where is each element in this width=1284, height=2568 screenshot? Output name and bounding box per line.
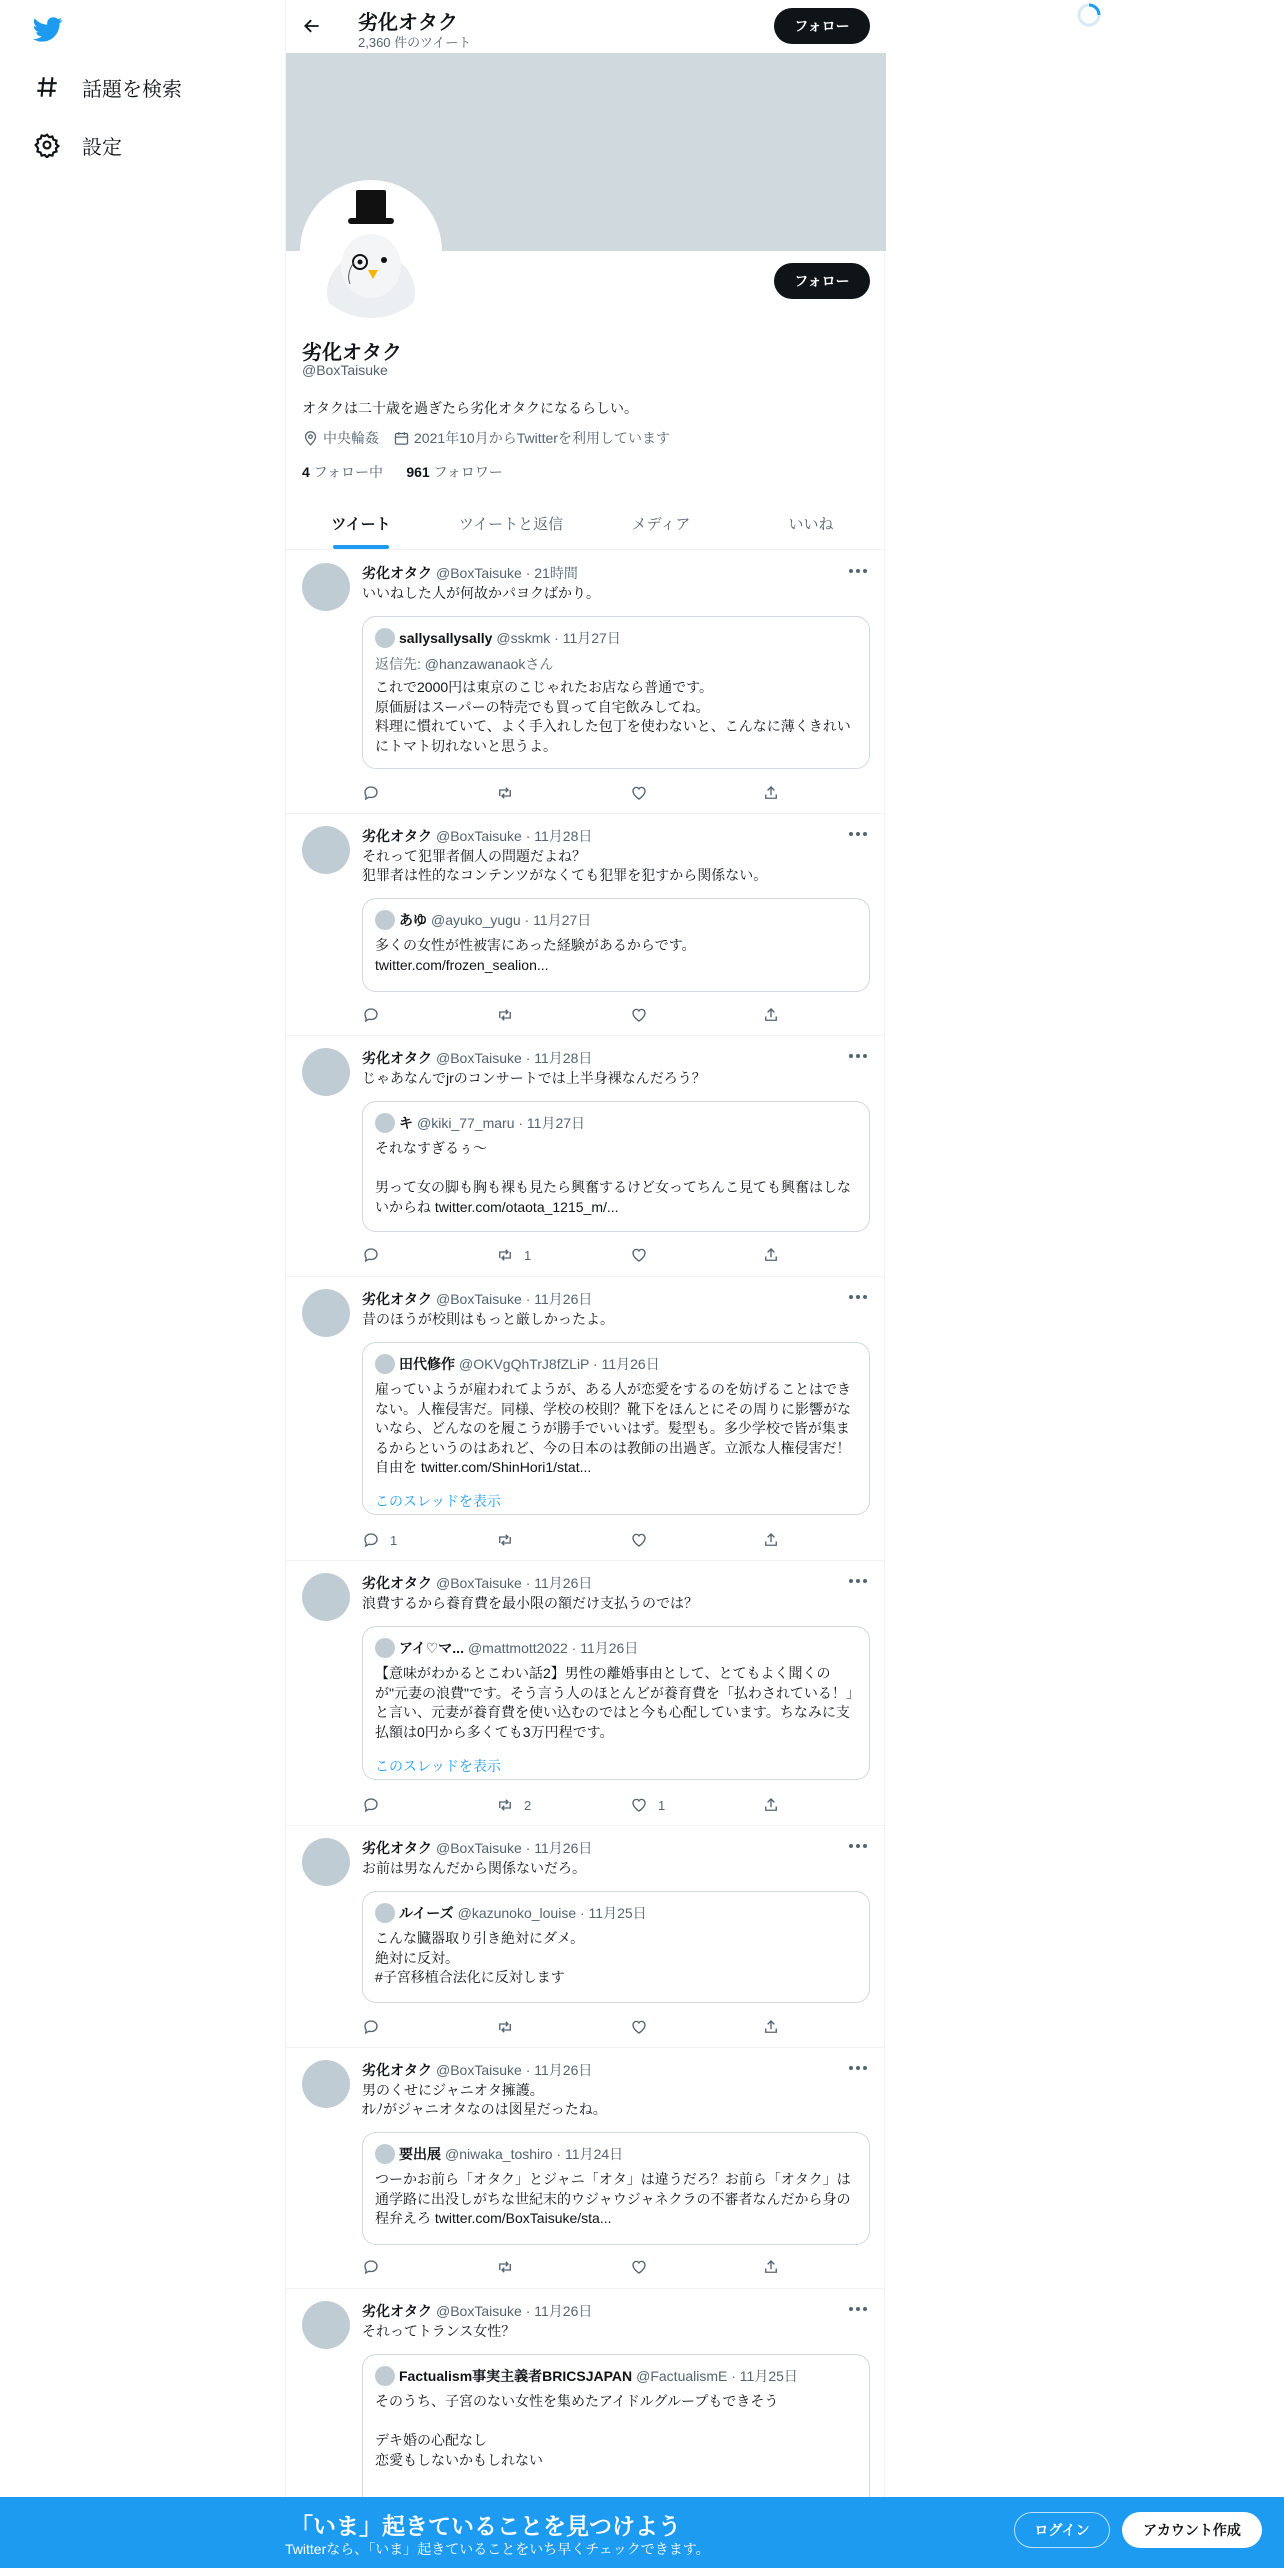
calendar-icon — [393, 430, 410, 447]
retweet-icon — [496, 2018, 514, 2036]
retweet-button[interactable] — [496, 2018, 524, 2036]
reply-icon — [362, 1531, 380, 1549]
quoted-author-name: sallysallysally — [399, 630, 493, 646]
retweet-button[interactable] — [496, 2258, 524, 2276]
followers-count: 961 — [406, 464, 430, 480]
tweet-author-name[interactable]: 劣化オタク — [362, 1291, 432, 1307]
followers-label: フォロワー — [433, 464, 503, 480]
tweet-meta: @BoxTaisuke · 11月26日 — [436, 1575, 593, 1591]
tweet-author-name[interactable]: 劣化オタク — [362, 1575, 432, 1591]
tweet-text: 男のくせにジャニオタ擁護。 ｵﾚﾉがジャニオタなのは図星だったね。 — [362, 2082, 607, 2117]
header-tweet-count: 2,360 件のツイート — [358, 35, 472, 50]
like-button[interactable] — [630, 784, 658, 802]
quoted-tweet-meta: @niwaka_toshiro · 11月24日 — [445, 2146, 624, 2162]
quoted-tweet-header — [375, 2366, 798, 2386]
share-icon — [762, 2258, 780, 2276]
quoted-tweet[interactable] — [362, 2354, 870, 2514]
signup-prompt-title: 「いま」起きていることを見つけよう — [290, 2513, 681, 2539]
profile-bio: オタクは二十歳を過ぎたら劣化オタクになるらしい。 — [302, 400, 638, 416]
avatar — [375, 910, 395, 930]
sidebar-item-label: 話題を検索 — [82, 78, 182, 101]
tweet-text: いいねした人が何故かパヨクばかり。 — [362, 585, 600, 601]
quoted-tweet-header — [375, 2144, 623, 2164]
back-button[interactable] — [294, 8, 330, 44]
tweet-meta: @BoxTaisuke · 11月26日 — [436, 2062, 593, 2078]
heart-icon — [630, 1006, 648, 1024]
like-count: 1 — [658, 1797, 666, 1813]
heart-icon — [630, 1796, 648, 1814]
quoted-tweet-meta: @FactualismE · 11月25日 — [636, 2368, 798, 2384]
profile-avatar[interactable] — [300, 180, 442, 322]
reply-icon — [362, 1796, 380, 1814]
header-profile-name: 劣化オタク — [358, 12, 458, 34]
tweet-author-name[interactable]: 劣化オタク — [362, 828, 432, 844]
quoted-tweet-header — [375, 1113, 585, 1133]
profile-meta — [302, 428, 684, 448]
quoted-tweet-header — [375, 628, 621, 648]
quoted-tweet-text: 雇っていようが雇われてようが、ある人が恋愛をするのを妨げることはできない。人権侵害だ。同様、学校の校則？靴下をほんとにその周りに影響がないなら、どんなのを履こうが勝手でいいはず。髪型も。多少学校で皆が集まるからというのはあれど、今の日本のは教師の出過ぎ。立派な人権侵害だ！自由を twitter.com/ShinHori1/stat... — [375, 1381, 851, 1475]
avatar[interactable] — [302, 563, 350, 611]
more-options-icon[interactable] — [846, 1836, 870, 1856]
avatar — [375, 1638, 395, 1658]
share-icon — [762, 1796, 780, 1814]
reply-button[interactable] — [362, 1246, 390, 1264]
quoted-tweet-meta: @OKVgQhTrJ8fZLiP · 11月26日 — [459, 1356, 660, 1372]
tweet-author-name[interactable]: 劣化オタク — [362, 2303, 432, 2319]
profile-header-bar — [286, 0, 886, 53]
tab-label: ツイートと返信 — [458, 515, 564, 533]
tweet-meta: @BoxTaisuke · 11月26日 — [436, 1291, 593, 1307]
tweet[interactable] — [286, 814, 886, 1036]
reply-icon — [362, 784, 380, 802]
like-button[interactable] — [630, 1246, 658, 1264]
quoted-author-name: あゆ — [399, 912, 427, 928]
quoted-tweet[interactable] — [362, 1101, 870, 1232]
quoted-tweet-header — [375, 1903, 647, 1923]
retweet-count: 2 — [524, 1797, 532, 1813]
retweet-icon — [496, 784, 514, 802]
quoted-tweet-header — [375, 1354, 660, 1374]
heart-icon — [630, 1246, 648, 1264]
avatar[interactable] — [302, 1573, 350, 1621]
loading-spinner-icon — [1076, 2, 1102, 28]
profile-stats — [302, 462, 503, 482]
share-button[interactable] — [762, 2258, 780, 2276]
avatar[interactable] — [302, 1289, 350, 1337]
quoted-tweet-text: こんな臓器取り引き絶対にダメ。 絶対に反対。 #子宮移植合法化に反対します — [375, 1930, 585, 1985]
tweet[interactable] — [286, 551, 886, 814]
like-button[interactable] — [630, 2258, 658, 2276]
tab-tweets[interactable] — [286, 497, 436, 549]
reply-button[interactable] — [362, 1531, 397, 1549]
quoted-tweet-header — [375, 1638, 638, 1658]
retweet-icon — [496, 1246, 514, 1264]
reply-button[interactable] — [362, 2258, 390, 2276]
tweet-header — [362, 1573, 592, 1593]
login-button[interactable]: ログイン — [1014, 2512, 1110, 2548]
reply-icon — [362, 1246, 380, 1264]
tweet-meta: @BoxTaisuke · 11月28日 — [436, 1050, 593, 1066]
retweet-button[interactable] — [496, 1531, 524, 1549]
avatar — [375, 628, 395, 648]
tab-active-indicator — [333, 545, 389, 549]
tab-label: いいね — [788, 515, 834, 533]
retweet-icon — [496, 1796, 514, 1814]
quoted-tweet-meta: @sskmk · 11月27日 — [496, 630, 621, 646]
tweet-meta: @BoxTaisuke · 11月26日 — [436, 2303, 593, 2319]
avatar — [375, 1113, 395, 1133]
quoted-author-name: キ — [399, 1115, 413, 1131]
quoted-tweet[interactable] — [362, 898, 870, 992]
tweet-header — [362, 563, 578, 583]
quoted-tweet-meta: @mattmott2022 · 11月26日 — [467, 1640, 639, 1656]
tweet-actions — [362, 1531, 802, 1551]
quoted-tweet[interactable] — [362, 2132, 870, 2245]
reply-icon — [362, 2258, 380, 2276]
followers-link[interactable] — [406, 464, 503, 480]
avatar — [375, 1903, 395, 1923]
tweet-text: それって犯罪者個人の問題だよね？ 犯罪者は性的なコンテンツがなくても犯罪を犯すから関係ない。 — [362, 848, 768, 883]
tweet-header — [362, 1048, 592, 1068]
avatar[interactable] — [302, 2301, 350, 2349]
sidebar-item-label: 設定 — [82, 136, 122, 159]
tweet-author-name[interactable]: 劣化オタク — [362, 1050, 432, 1066]
share-button[interactable] — [762, 784, 780, 802]
avatar[interactable] — [302, 826, 350, 874]
reply-icon — [362, 1006, 380, 1024]
sidebar-item-settings[interactable] — [34, 125, 122, 165]
tweet-text: それってトランス女性？ — [362, 2323, 516, 2339]
reply-count: 1 — [390, 1532, 398, 1548]
more-options-icon[interactable] — [846, 561, 870, 581]
tweet-actions — [362, 2258, 802, 2278]
quoted-author-name: ルイーズ — [399, 1905, 454, 1921]
quoted-author-name: アイ♡マ... — [399, 1640, 464, 1656]
retweet-button[interactable] — [496, 1246, 531, 1264]
avatar — [375, 1354, 395, 1374]
tweet-header — [362, 2301, 592, 2321]
tweet-meta: @BoxTaisuke · 11月26日 — [436, 1840, 593, 1856]
avatar[interactable] — [302, 1838, 350, 1886]
like-button[interactable] — [630, 1796, 665, 1814]
tweet-header — [362, 1838, 592, 1858]
retweet-icon — [496, 1006, 514, 1024]
tweet-meta: @BoxTaisuke · 11月28日 — [436, 828, 593, 844]
reply-icon — [362, 2018, 380, 2036]
signup-prompt-subtitle: Twitterなら、「いま」起きていることをいち早くチェックできます。 — [285, 2541, 710, 2557]
quoted-tweet-meta: @kazunoko_louise · 11月25日 — [457, 1905, 647, 1921]
tab-label: メディア — [631, 515, 691, 533]
profile-location: 中央輪姦 — [323, 430, 379, 446]
tweet-header — [362, 1289, 592, 1309]
tweet-author-name[interactable]: 劣化オタク — [362, 2062, 432, 2078]
profile-joined-date: 2021年10月からTwitterを利用しています — [414, 430, 670, 446]
quoted-tweet-text: そのうち、子宮のない女性を集めたアイドルグループもできそう デキ婚の心配なし 恋愛もしないかもしれない — [375, 2393, 779, 2468]
tweet[interactable] — [286, 1826, 886, 2048]
tweet-text: 昔のほうが校則はもっと厳しかったよ。 — [362, 1311, 614, 1327]
profile-tabs — [286, 497, 886, 550]
tab-label: ツイート — [331, 515, 391, 533]
profile-name: 劣化オタク — [302, 342, 402, 364]
tweet-text: 浪費するから養育費を最小限の額だけ支払うのでは？ — [362, 1595, 698, 1611]
follow-button-header[interactable]: フォロー — [774, 8, 870, 44]
quoted-tweet-meta: @ayuko_yugu · 11月27日 — [431, 912, 592, 928]
retweet-icon — [496, 2258, 514, 2276]
arrow-left-icon — [302, 16, 322, 36]
retweet-button[interactable] — [496, 784, 524, 802]
like-button[interactable] — [630, 1006, 658, 1024]
hashtag-icon — [34, 74, 60, 100]
quoted-tweet-text: 多くの女性が性被害にあった経験があるからです。 twitter.com/frozen_sealion... — [375, 937, 696, 973]
profile-column — [285, 0, 885, 2568]
follow-button[interactable]: フォロー — [774, 263, 870, 299]
reply-button[interactable] — [362, 784, 390, 802]
quoted-tweet[interactable] — [362, 1891, 870, 2003]
retweet-button[interactable] — [496, 1006, 524, 1024]
tab-tweets-and-replies[interactable] — [436, 497, 586, 549]
avatar[interactable] — [302, 1048, 350, 1096]
tweet-header — [362, 2060, 592, 2080]
more-options-icon[interactable] — [846, 2299, 870, 2319]
profile-handle: @BoxTaisuke — [302, 362, 388, 378]
following-link[interactable] — [302, 464, 383, 480]
tweet-text: じゃあなんでjrのコンサートでは上半身裸なんだろう？ — [362, 1070, 706, 1086]
quoted-tweet-meta: @kiki_77_maru · 11月27日 — [417, 1115, 586, 1131]
quoted-tweet-text: これで2000円は東京のこじゃれたお店なら普通です。 原価厨はスーパーの特売でも買って自宅飲みしてね。 料理に慣れていて、よく手入れした包丁を使わないと、こんなに薄くきれいにトマト切れないと思うよ。 — [375, 679, 851, 754]
share-button[interactable] — [762, 1531, 780, 1549]
tweet-actions — [362, 1796, 802, 1816]
tweet[interactable] — [286, 2048, 886, 2289]
tweet-actions — [362, 1006, 802, 1026]
quoted-tweet[interactable] — [362, 1626, 870, 1780]
quoted-reply-to: 返信先: @hanzawanaokさん — [375, 656, 554, 672]
heart-icon — [630, 1531, 648, 1549]
tweet-actions — [362, 2018, 802, 2038]
tweet-author-name[interactable]: 劣化オタク — [362, 565, 432, 581]
quoted-author-name: 田代修作 — [399, 1356, 455, 1372]
bird-mascot-avatar-image — [304, 184, 438, 318]
more-options-icon[interactable] — [846, 2058, 870, 2078]
retweet-button[interactable] — [496, 1796, 531, 1814]
more-options-icon[interactable] — [846, 1571, 870, 1591]
signup-prompt-bar — [0, 2497, 1284, 2568]
quoted-tweet-text: つーかお前ら「オタク」とジャニ「オタ」は違うだろ？お前ら「オタク」は通学路に出没しがちな世紀末的ウジャウジャネクラの不審者なんだから身の程弁えろ twitter.com/BoxTaisuke/sta... — [375, 2171, 851, 2226]
quoted-author-name: 要出展 — [399, 2146, 441, 2162]
tweet-header — [362, 826, 592, 846]
signup-button[interactable]: アカウント作成 — [1122, 2512, 1262, 2548]
location-pin-icon — [302, 430, 319, 447]
tweet-text: お前は男なんだから関係ないだろ。 — [362, 1860, 586, 1876]
heart-icon — [630, 2018, 648, 2036]
share-button[interactable] — [762, 1796, 780, 1814]
share-icon — [762, 1531, 780, 1549]
reply-button[interactable] — [362, 2018, 390, 2036]
share-icon — [762, 1246, 780, 1264]
heart-icon — [630, 784, 648, 802]
share-button[interactable] — [762, 2018, 780, 2036]
twitter-bird-icon[interactable] — [32, 14, 64, 44]
tweet-actions — [362, 784, 802, 804]
quoted-tweet[interactable] — [362, 1342, 870, 1515]
share-icon — [762, 784, 780, 802]
tweet-actions — [362, 1246, 802, 1266]
tweet[interactable] — [286, 1036, 886, 1277]
reply-button[interactable] — [362, 1796, 390, 1814]
tab-media[interactable] — [586, 497, 736, 549]
tweet-meta: @BoxTaisuke · 21時間 — [436, 565, 578, 581]
quoted-tweet-header — [375, 910, 591, 930]
share-icon — [762, 1006, 780, 1024]
quoted-author-name: Factualism事実主義者BRICSJAPAN — [399, 2368, 633, 2384]
quoted-tweet-text: 【意味がわかるとこわい話2】男性の離婚事由として、とてもよく聞くのが"元妻の浪費"です。そう言う人のほとんどが養育費を「払わされている！」と言い、元妻が養育費を使い込むのではと今も心配しています。ちなみに支払額は0円から多くても3万円程です。 — [375, 1665, 853, 1740]
share-icon — [762, 2018, 780, 2036]
more-options-icon[interactable] — [846, 1046, 870, 1066]
avatar[interactable] — [302, 2060, 350, 2108]
more-options-icon[interactable] — [846, 824, 870, 844]
tab-likes[interactable] — [736, 497, 886, 549]
tweet-author-name[interactable]: 劣化オタク — [362, 1840, 432, 1856]
tweet[interactable] — [286, 1277, 886, 1561]
avatar — [375, 2144, 395, 2164]
heart-icon — [630, 2258, 648, 2276]
tweet[interactable] — [286, 1561, 886, 1826]
share-button[interactable] — [762, 1246, 780, 1264]
retweet-count: 1 — [524, 1247, 532, 1263]
retweet-icon — [496, 1531, 514, 1549]
quoted-tweet[interactable] — [362, 616, 870, 769]
following-count: 4 — [302, 464, 310, 480]
show-thread-link[interactable]: このスレッドを表示 — [375, 1758, 501, 1774]
like-button[interactable] — [630, 2018, 658, 2036]
following-label: フォロー中 — [313, 464, 383, 480]
reply-button[interactable] — [362, 1006, 390, 1024]
show-thread-link[interactable]: このスレッドを表示 — [375, 1493, 501, 1509]
quoted-tweet-text: それなすぎるぅ〜 男って女の脚も胸も裸も見たら興奮するけど女ってちんこ見ても興奮はしないからね twitter.com/otaota_1215_m/... — [375, 1140, 851, 1215]
gear-icon — [34, 132, 60, 158]
like-button[interactable] — [630, 1531, 658, 1549]
sidebar-item-explore[interactable] — [34, 67, 182, 107]
avatar — [375, 2366, 395, 2386]
more-options-icon[interactable] — [846, 1287, 870, 1307]
share-button[interactable] — [762, 1006, 780, 1024]
